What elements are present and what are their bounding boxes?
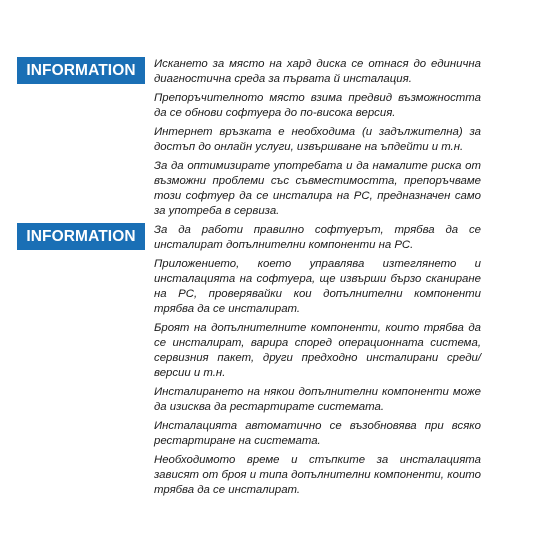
paragraph: Препоръчителното място взима предвид възможността да се обнови софтуера до по-висока версия.	[154, 92, 481, 119]
paragraph: Приложението, което управлява изтеглянето и инсталацията на софтуера, ще извърши бързо сканиране на PC, проверявайки кои допълнителни компоненти трябва да се инсталират.	[154, 258, 481, 315]
paragraph: Инсталацията автоматично се възобновява при всяко рестартиране на системата.	[154, 420, 481, 447]
paragraph: За да оптимизирате употребата и да намалите риска от възможни проблеми със съвместимостта, препоръчваме този софтуер да се инсталира на PC, предназначен само за употреба в сервиза.	[154, 160, 481, 217]
paragraph: Искането за място на хард диска се отнася до единична диагностична среда за първата й инсталация.	[154, 58, 481, 85]
paragraph: За да работи правилно софтуерът, трябва да се инсталират допълнителни компоненти на PC.	[154, 224, 481, 251]
paragraph: Инсталирането на някои допълнителни компоненти може да изисква да рестартирате системата.	[154, 386, 481, 413]
paragraph: Интернет връзката е необходима (и задължителна) за достъп до онлайн услуги, извършване на ъпдейти и т.н.	[154, 126, 481, 153]
information-text-1	[154, 57, 481, 223]
information-badge: INFORMATION	[17, 57, 145, 84]
information-badge: INFORMATION	[17, 223, 145, 250]
paragraph: Броят на допълнителните компоненти, които трябва да се инсталират, варира според операционната система, сервизния пакет, други предходно инсталирани среди/ версии и т.н.	[154, 322, 481, 379]
paragraph: Необходимото време и стъпките за инсталацията зависят от броя и типа допълнителни компоненти, които трябва да се инсталират.	[154, 454, 481, 496]
information-text-2	[154, 223, 481, 502]
